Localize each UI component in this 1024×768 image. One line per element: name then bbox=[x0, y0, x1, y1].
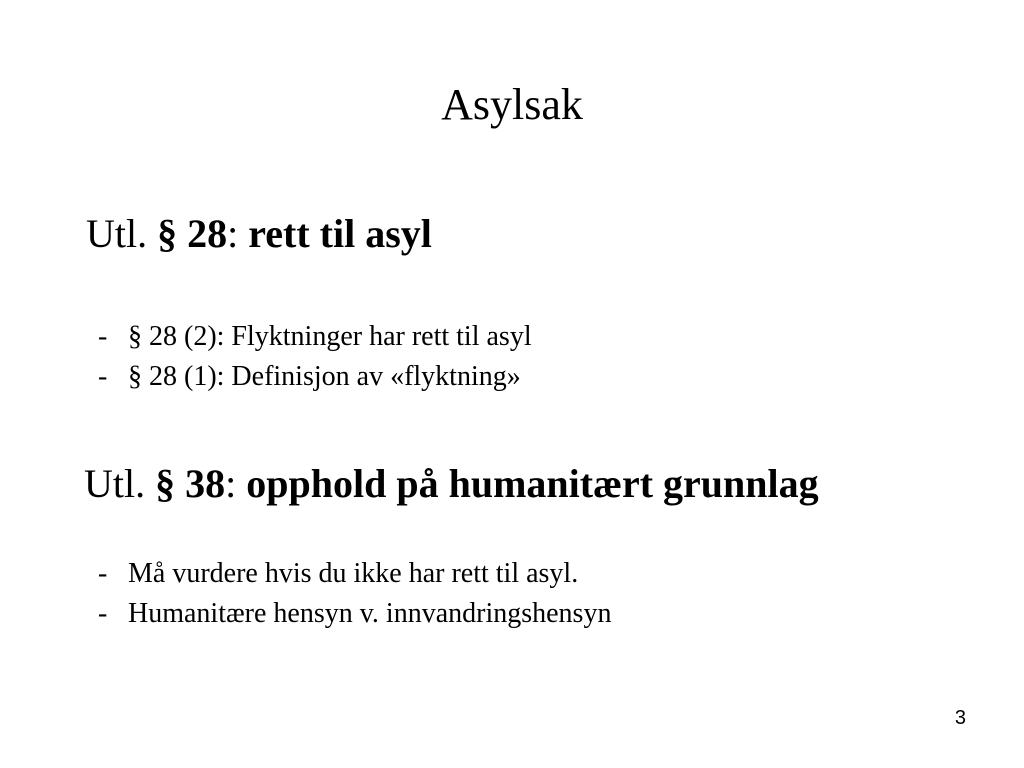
bullet-dash: - bbox=[98, 361, 108, 392]
heading-section-ref: § 38 bbox=[155, 461, 226, 506]
bullet-list-utl-38 bbox=[98, 554, 611, 634]
heading-prefix: Utl. bbox=[84, 461, 156, 506]
bullet-dash: - bbox=[98, 321, 108, 352]
bullet-dash: - bbox=[98, 558, 108, 589]
list-item bbox=[98, 554, 611, 594]
heading-section-ref: § 28 bbox=[157, 211, 228, 256]
heading-topic: rett til asyl bbox=[248, 211, 432, 256]
section-heading-utl-38 bbox=[84, 460, 819, 508]
list-item bbox=[98, 357, 532, 397]
list-item bbox=[98, 594, 611, 634]
bullet-text: Må vurdere hvis du ikke har rett til asyl. bbox=[128, 558, 579, 589]
slide-title: Asylsak bbox=[441, 80, 583, 129]
heading-prefix: Utl. bbox=[86, 211, 158, 256]
list-item bbox=[98, 317, 532, 357]
heading-separator: : bbox=[227, 211, 249, 256]
bullet-text: Humanitære hensyn v. innvandringshensyn bbox=[128, 598, 612, 629]
bullet-list-utl-28 bbox=[98, 317, 532, 397]
heading-topic: opphold på humanitært grunnlag bbox=[246, 461, 819, 506]
heading-separator: : bbox=[225, 461, 247, 506]
bullet-dash: - bbox=[98, 598, 108, 629]
bullet-text: § 28 (1): Definisjon av «flyktning» bbox=[128, 361, 521, 392]
page-number: 3 bbox=[954, 707, 966, 729]
section-heading-utl-28 bbox=[86, 210, 432, 258]
bullet-text: § 28 (2): Flyktninger har rett til asyl bbox=[128, 321, 532, 352]
